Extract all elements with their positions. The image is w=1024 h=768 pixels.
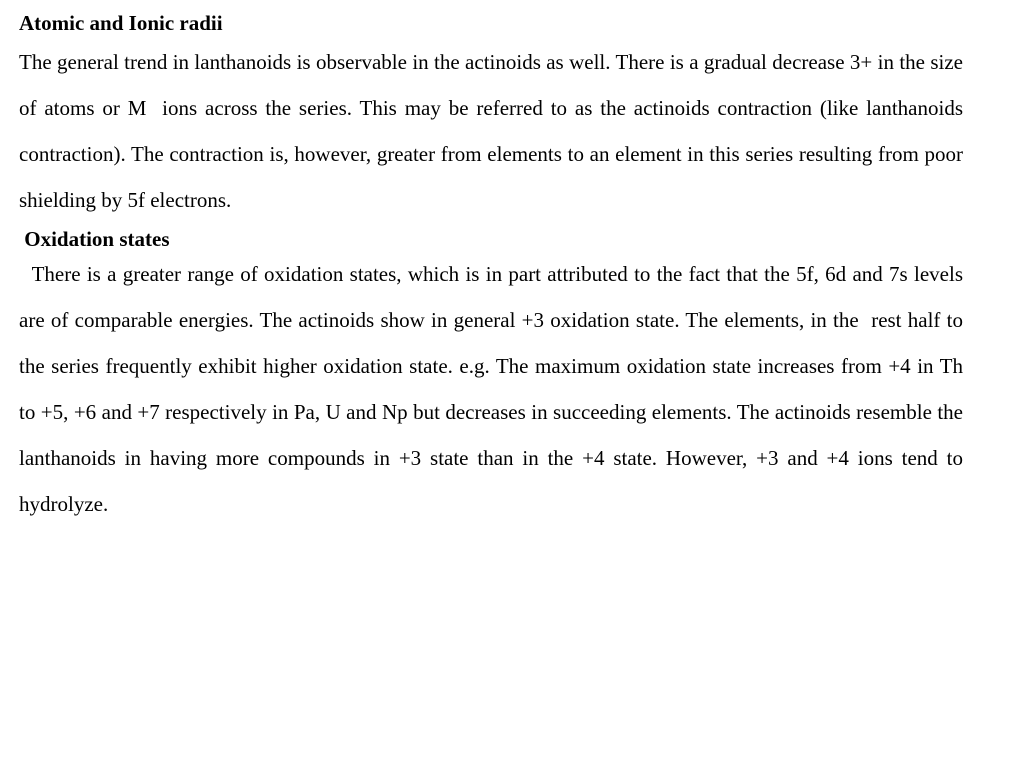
section-heading-atomic-ionic-radii: Atomic and Ionic radii [19,11,223,35]
document-page [19,7,969,527]
paragraph-oxidation-states: There is a greater range of oxidation states, which is in part attributed to the fact that the 5f, 6d and 7s levels are of comparable energies. The actinoids show in general +3 oxidation state. The elements, in the rest half to the series frequently exhibit higher oxidation state. e.g. The maximum oxidation state increases from +4 in Th to +5, +6 and +7 respectively in Pa, U and Np but decreases in succeeding elements. The actinoids resemble the lanthanoids in having more compounds in +3 state than in the +4 state. However, +3 and +4 ions tend to hydrolyze. [19,262,969,516]
section-heading-oxidation-states: Oxidation states [19,227,170,251]
paragraph-atomic-ionic-radii: The general trend in lanthanoids is observable in the actinoids as well. There is a gradual decrease 3+ in the size of atoms or M ions across the series. This may be referred to as the actinoids contraction (like lanthanoids contraction). The contraction is, however, greater from elements to an element in this series resulting from poor shielding by 5f electrons. [19,50,969,212]
